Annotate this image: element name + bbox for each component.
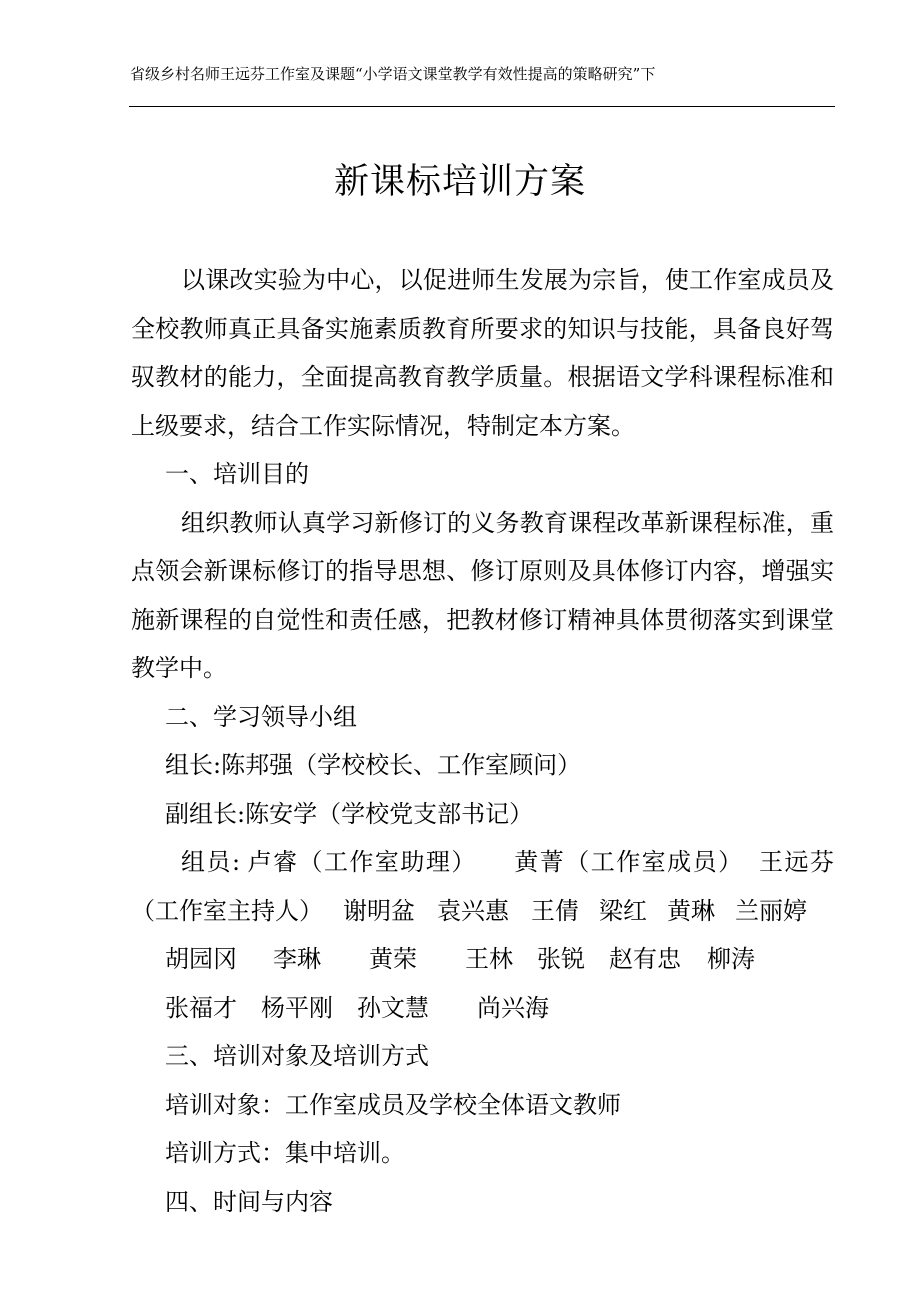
member-name: 张福才	[165, 993, 237, 1022]
member-name: 梁红	[599, 896, 647, 925]
section-heading-1: 一、培训目的	[165, 460, 309, 488]
member-name: 谢明盆	[343, 896, 415, 925]
section-heading-4: 四、时间与内容	[165, 1187, 333, 1216]
group-deputy: 副组长:陈安学（学校党支部书记）	[165, 799, 534, 828]
member-name: 黄荣	[369, 945, 417, 973]
member-name: 黄琳	[667, 896, 715, 925]
document-title: 新课标培训方案	[333, 162, 586, 202]
member-name: 柳涛	[707, 945, 755, 973]
member-name: 尚兴海	[477, 993, 549, 1022]
document-body	[131, 256, 834, 1226]
training-target: 培训对象：工作室成员及学校全体语文教师	[165, 1090, 621, 1119]
member-name: 兰丽婷	[735, 896, 807, 925]
section-1-paragraph: 组织教师认真学习新修订的义务教育课程改革新课程标准，重点领会新课标修订的指导思想、修订原则及具体修订内容，增强实施新课程的自觉性和责任感，把教材修订精神具体贯彻落实到课堂教学中。	[131, 508, 834, 682]
section-heading-2: 二、学习领导小组	[165, 702, 357, 731]
member-name: 袁兴惠	[437, 896, 509, 925]
member-name: 黄菁（工作室成员）	[512, 848, 744, 876]
members-row-3	[131, 984, 834, 1033]
member-name: 李琳	[273, 945, 321, 973]
header-divider	[129, 106, 835, 107]
member-name: 王倩	[531, 896, 579, 925]
member-name: 孙文慧	[357, 993, 429, 1022]
member-name: 王林	[465, 945, 513, 973]
section-heading-3: 三、培训对象及培训方式	[165, 1042, 429, 1070]
member-name: 赵有忠	[609, 945, 681, 973]
training-method: 培训方式：集中培训。	[165, 1139, 405, 1167]
member-name: 胡园冈	[165, 945, 237, 973]
member-name: 王远芬（工作室主持人）	[131, 848, 835, 925]
members-label: 组员:	[181, 848, 241, 876]
page-header: 省级乡村名师王远芬工作室及课题“小学语文课堂教学有效性提高的策略研究”下	[130, 65, 656, 83]
member-name: 卢睿（工作室助理）	[246, 848, 477, 876]
intro-paragraph: 以课改实验为中心，以促进师生发展为宗旨，使工作室成员及全校教师真正具备实施素质教育所要求的知识与技能，具备良好驾驭教材的能力，全面提高教育教学质量。根据语文学科课程标准和上级要求，结合工作实际情况，特制定本方案。	[131, 266, 834, 440]
members-row-2	[131, 935, 834, 984]
group-members	[131, 838, 834, 935]
group-leader: 组长:陈邦强（学校校长、工作室顾问）	[165, 751, 582, 779]
member-name: 杨平刚	[261, 993, 333, 1022]
member-name: 张锐	[537, 945, 585, 973]
